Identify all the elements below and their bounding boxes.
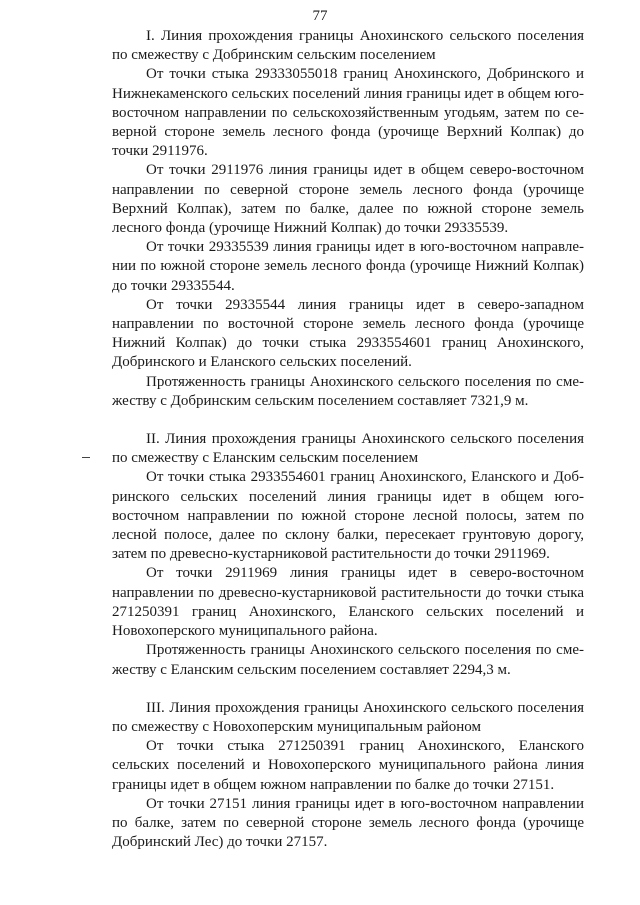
paragraph: От точки 29335544 линия границы идет в северо-западном направлении по восточной стороне земель лесного фонда (урочище Нижний Колпак) до точки стыка 2933554601 границ Анохинского, Добринского и Еланского сельских поселений. [112,296,584,371]
document-body [112,27,584,852]
section-heading: III. Линия прохождения границы Анохинского сельского поселения по смежеству с Новохоперским муниципальным районом [112,699,584,735]
paragraph: От точки стыка 271250391 границ Анохинского, Еланского сельских поселений и Новохоперского муниципального района линия границы идет в общем южном направлении по балке до точки 27151. [112,738,584,793]
section-heading: I. Линия прохождения границы Анохинского сельского поселения по смежеству с Добринским сельским поселением [112,28,584,64]
paragraph: От точки 2911976 линия границы идет в общем северо-восточном направлении по северной стороне земель лесного фонда (урочище Верхний Колпак), затем по балке, далее по южной стороне земель лесного фонда (урочище Нижний Колпак) до точки 29335539. [112,162,584,237]
page-number: 77 [312,8,328,24]
paragraph: От точки стыка 29333055018 границ Анохинского, Добринского и Нижнекаменского сельских поселений линия границы идет в общем юго-восточном направлении по сельскохозяйственным угодьям, затем по северной стороне земель лесного фонда (урочище Верхний Колпак) до точки 2911976. [112,66,584,160]
paragraph: От точки 29335539 линия границы идет в юго-восточном направлении по южной стороне земель лесного фонда (урочище Нижний Колпак) до точки 29335544. [112,239,584,294]
margin-dash-mark [82,457,90,458]
paragraph: Протяженность границы Анохинского сельского поселения по смежеству с Добринским сельским поселением составляет 7321,9 м. [112,373,584,409]
paragraph: От точки стыка 2933554601 границ Анохинского, Еланского и Добринского сельских поселений линия границы идет в общем юго-восточном направлении по южной стороне лесной полосы, затем по лесной полосе, далее по склону балки, пересекает грунтовую дорогу, затем по древесно-кустарниковой растительности до точки 2911969. [112,469,584,563]
paragraph: От точки 27151 линия границы идет в юго-восточном направлении по балке, затем по северной стороне земель лесного фонда (урочище Добринский Лес) до точки 27157. [112,795,584,851]
section-2 [112,430,584,680]
paragraph: От точки 2911969 линия границы идет в северо-восточном направлении по древесно-кустарниковой растительности до точки стыка 271250391 границ Анохинского, Еланского сельских поселений и Новохоперского муниципального района. [112,565,584,640]
section-heading: II. Линия прохождения границы Анохинского сельского поселения по смежеству с Еланским сельским поселением [112,431,584,467]
paragraph: Протяженность границы Анохинского сельского поселения по смежеству с Еланским сельским поселением составляет 2294,3 м. [112,642,584,678]
section-3 [112,699,584,853]
section-1 [112,27,584,411]
